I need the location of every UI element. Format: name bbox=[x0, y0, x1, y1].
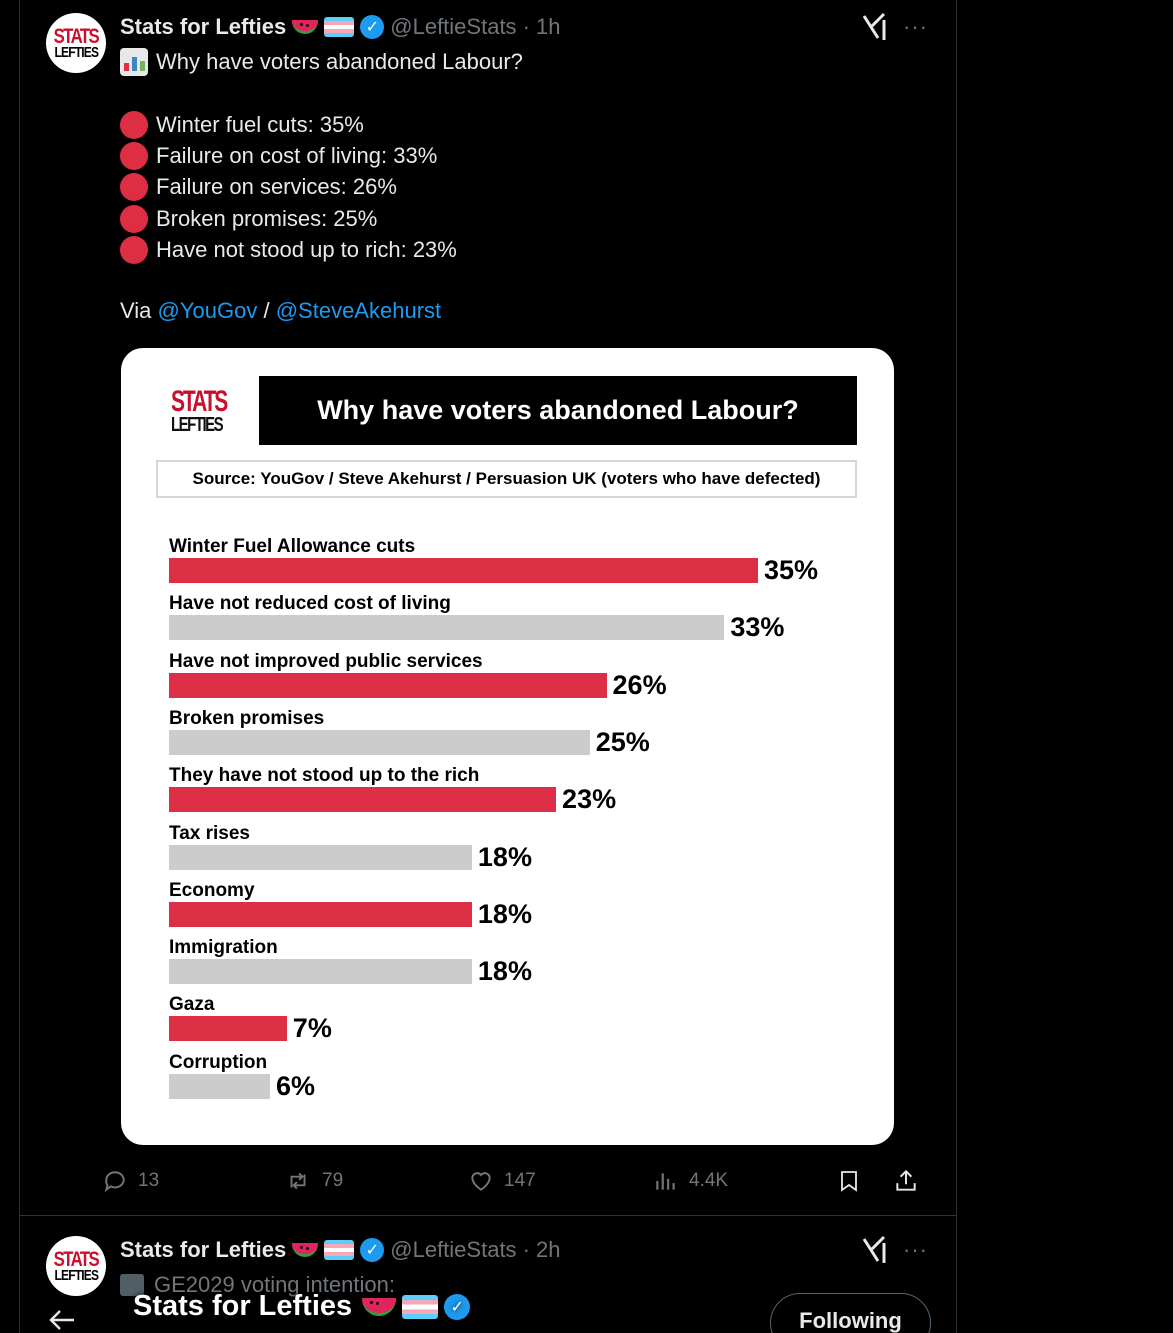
red-circle-icon bbox=[120, 111, 148, 139]
tweet-time[interactable]: · 1h bbox=[522, 14, 561, 39]
like-button[interactable] bbox=[468, 1168, 536, 1194]
view-count: 4.4K bbox=[689, 1170, 729, 1191]
watermelon-icon bbox=[362, 1298, 396, 1316]
bar-value-label: 23% bbox=[562, 784, 617, 815]
bar bbox=[169, 787, 556, 812]
trans-flag-icon bbox=[402, 1295, 438, 1319]
reply-count: 13 bbox=[138, 1170, 160, 1191]
verified-badge-icon[interactable]: ✓ bbox=[360, 1238, 384, 1262]
bar-value-label: 7% bbox=[292, 1013, 332, 1044]
tweet-time-2[interactable]: · 2h bbox=[522, 1237, 561, 1262]
mention-steveakehurst[interactable]: @SteveAkehurst bbox=[275, 298, 442, 323]
bar bbox=[169, 902, 472, 927]
bar-label: Have not reduced cost of living bbox=[169, 593, 451, 615]
bar-value-label: 18% bbox=[477, 898, 532, 929]
views-button[interactable] bbox=[653, 1168, 728, 1194]
chart-title: Why have voters abandoned Labour? bbox=[259, 376, 857, 445]
bar bbox=[169, 1074, 270, 1099]
grok-icon-2[interactable] bbox=[862, 1235, 888, 1272]
author-handle-2[interactable]: @LeftieStats bbox=[390, 1237, 517, 1262]
tweet-header-2 bbox=[120, 1237, 560, 1263]
chart-source: Source: YouGov / Steve Akehurst / Persuasion UK (voters who have defected) bbox=[156, 460, 857, 498]
via-line bbox=[120, 298, 441, 324]
red-circle-icon bbox=[120, 236, 148, 264]
verified-badge-icon[interactable]: ✓ bbox=[360, 15, 384, 39]
bar-label: Gaza bbox=[169, 994, 215, 1016]
bar-chart-icon bbox=[120, 48, 148, 76]
views-icon bbox=[653, 1168, 679, 1194]
bullet-5 bbox=[120, 236, 457, 264]
tweet-title-text: Why have voters abandoned Labour? bbox=[156, 49, 523, 74]
bar-value-label: 6% bbox=[275, 1070, 315, 1101]
author-name[interactable]: Stats for Lefties bbox=[120, 14, 287, 39]
bullet-text: Failure on cost of living: 33% bbox=[156, 143, 438, 168]
avatar-logo-top: STATS bbox=[53, 1247, 99, 1271]
mention-yougov[interactable]: @YouGov bbox=[157, 298, 258, 323]
bookmark-button[interactable] bbox=[837, 1168, 871, 1194]
tweet-image[interactable] bbox=[121, 348, 894, 1145]
bar-label: Tax rises bbox=[169, 822, 250, 844]
card-logo-bottom: LEFTIES bbox=[171, 414, 223, 436]
more-options-icon[interactable]: ··· bbox=[903, 14, 928, 39]
bar-value-label: 35% bbox=[764, 555, 819, 585]
more-options-icon-2[interactable]: ··· bbox=[903, 1237, 928, 1262]
repost-button[interactable] bbox=[284, 1168, 343, 1194]
card-logo-top: STATS bbox=[171, 385, 227, 418]
bar-value-label: 33% bbox=[730, 612, 785, 643]
back-arrow-icon[interactable] bbox=[48, 1308, 76, 1333]
repost-icon bbox=[284, 1168, 312, 1194]
repost-count: 79 bbox=[322, 1170, 344, 1191]
bar-label: Winter Fuel Allowance cuts bbox=[169, 536, 416, 557]
bar-label: Immigration bbox=[169, 937, 278, 959]
bar bbox=[169, 730, 590, 755]
author-avatar[interactable] bbox=[46, 13, 106, 73]
like-count: 147 bbox=[504, 1170, 536, 1191]
bar-label: They have not stood up to the rich bbox=[169, 765, 480, 787]
bar bbox=[169, 845, 472, 870]
avatar-logo-top: STATS bbox=[53, 24, 99, 48]
bullet-1 bbox=[120, 111, 364, 139]
verified-badge-icon: ✓ bbox=[444, 1294, 470, 1320]
tweet-title-line bbox=[120, 48, 523, 76]
bullet-text: Winter fuel cuts: 35% bbox=[156, 112, 364, 137]
share-icon bbox=[893, 1168, 919, 1194]
via-prefix: Via bbox=[120, 298, 152, 323]
tweet-actions bbox=[0, 1166, 938, 1196]
reply-button[interactable] bbox=[102, 1168, 159, 1194]
bar-chart bbox=[169, 348, 869, 1145]
reply-icon bbox=[102, 1168, 128, 1194]
bullet-3 bbox=[120, 173, 397, 201]
tweet-header bbox=[120, 14, 560, 40]
red-circle-icon bbox=[120, 205, 148, 233]
bar bbox=[169, 673, 607, 698]
watermelon-icon bbox=[292, 1243, 318, 1257]
tweet-divider bbox=[19, 1215, 957, 1216]
bar-value-label: 18% bbox=[477, 841, 532, 872]
following-button[interactable]: Following bbox=[770, 1293, 931, 1333]
author-avatar-2[interactable] bbox=[46, 1236, 106, 1296]
bar-label: Economy bbox=[169, 879, 255, 901]
red-circle-icon bbox=[120, 173, 148, 201]
bullet-4 bbox=[120, 205, 377, 233]
avatar-logo-bottom: LEFTIES bbox=[54, 1266, 98, 1284]
watermelon-icon bbox=[292, 20, 318, 34]
bar bbox=[169, 1016, 287, 1041]
trans-flag-icon bbox=[324, 17, 354, 37]
bullet-text: Failure on services: 26% bbox=[156, 174, 397, 199]
bullet-2 bbox=[120, 142, 437, 170]
bar bbox=[169, 959, 472, 984]
avatar-logo-bottom: LEFTIES bbox=[54, 43, 98, 61]
bar-value-label: 18% bbox=[477, 956, 532, 987]
heart-icon bbox=[468, 1168, 494, 1194]
profile-name: Stats for Lefties bbox=[133, 1290, 353, 1322]
grok-icon[interactable] bbox=[862, 12, 888, 49]
tweet-text-2-content: GE2029 voting intention: bbox=[154, 1272, 395, 1297]
bullet-text: Broken promises: 25% bbox=[156, 206, 378, 231]
bar-value-label: 25% bbox=[595, 726, 650, 757]
profile-bar-name bbox=[133, 1290, 470, 1323]
bar-value-label: 26% bbox=[612, 669, 667, 700]
bar bbox=[169, 558, 758, 583]
author-name-2[interactable]: Stats for Lefties bbox=[120, 1237, 287, 1262]
bar-label: Corruption bbox=[169, 1051, 268, 1073]
author-handle[interactable]: @LeftieStats bbox=[390, 14, 517, 39]
trans-flag-icon bbox=[324, 1240, 354, 1260]
bar bbox=[169, 615, 724, 640]
bar-label: Have not improved public services bbox=[169, 650, 483, 672]
bullet-text: Have not stood up to rich: 23% bbox=[156, 237, 457, 262]
bookmark-icon bbox=[837, 1168, 861, 1194]
share-button[interactable] bbox=[893, 1168, 929, 1194]
red-circle-icon bbox=[120, 142, 148, 170]
bar-label: Broken promises bbox=[169, 707, 325, 729]
via-separator: / bbox=[263, 298, 270, 323]
